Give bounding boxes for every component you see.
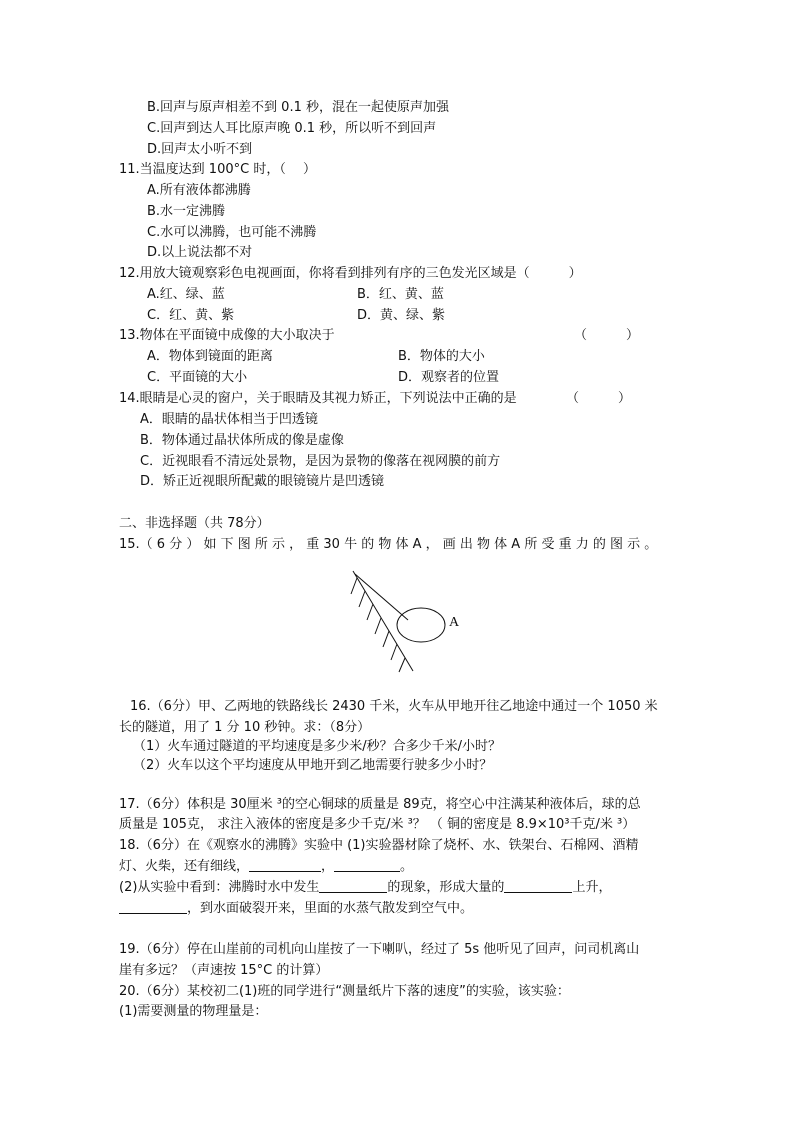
q20-line2: (1)需要测量的物理量是： bbox=[119, 1004, 268, 1019]
q11-option-c: C.水可以沸腾，也可能不沸腾 bbox=[147, 225, 317, 240]
q14-stem: 14.眼睛是心灵的窗户，关于眼睛及其视力矫正，下列说法中正确的是 bbox=[119, 391, 517, 406]
q10-option-c: C.回声到达人耳比原声晚 0.1 秒，所以听不到回声 bbox=[147, 121, 437, 136]
q11-option-a: A.所有液体都沸腾 bbox=[147, 183, 251, 198]
q15-label-a: A bbox=[449, 615, 460, 630]
q18-line1: 18.（6分）在《观察水的沸腾》实验中 (1)实验器材除了烧杯、水、铁架台、石棉网、酒精 bbox=[119, 838, 639, 853]
q11-option-b: B.水一定沸腾 bbox=[147, 204, 226, 219]
q18-blank-3[interactable] bbox=[319, 878, 387, 893]
q15-stem: 15.（ 6 分 ） 如 下 图 所 示 ， 重 30 牛 的 物 体 A ， 画 出 物 体 A 所 受 重 力 的 图 示 。 bbox=[119, 537, 658, 552]
q13-option-c: C．平面镜的大小 bbox=[147, 370, 248, 385]
q18-line3-end: 上升， bbox=[572, 880, 612, 895]
q12-option-c: C．红、黄、紫 bbox=[147, 308, 235, 323]
q18-blank-1[interactable] bbox=[249, 857, 321, 872]
q18-line2-text: 灯、火柴，还有细线， bbox=[119, 859, 250, 874]
q18-blank-4[interactable] bbox=[504, 878, 572, 893]
q18-blank-2[interactable] bbox=[334, 857, 400, 872]
q12-option-d: D．黄、绿、紫 bbox=[357, 308, 446, 323]
q20-line1: 20.（6分）某校初二(1)班的同学进行“测量纸片下落的速度”的实验，该实验： bbox=[119, 984, 570, 999]
q12-stem: 12.用放大镜观察彩色电视画面，你将看到排列有序的三色发光区域是（ ） bbox=[119, 266, 582, 281]
q13-option-a: A．物体到镜面的距离 bbox=[147, 349, 273, 364]
q14-option-a: A．眼睛的晶状体相当于凹透镜 bbox=[140, 412, 318, 427]
q10-option-d: D.回声太小听不到 bbox=[147, 142, 253, 157]
q11-stem: 11.当温度达到 100°C 时，（ ） bbox=[119, 162, 316, 177]
q19-line2: 崖有多远？（声速按 15°C 的计算） bbox=[119, 963, 329, 978]
q18-line4-text: ，到水面破裂开来，里面的水蒸气散发到空气中。 bbox=[187, 901, 474, 916]
q18-line3-text: (2)从实验中看到：沸腾时水中发生 bbox=[119, 880, 320, 895]
q10-option-b: B.回声与原声相差不到 0.1 秒，混在一起使原声加强 bbox=[147, 100, 449, 115]
section-heading: 二、非选择题（共 78分） bbox=[119, 516, 270, 531]
q14-option-c: C．近视眼看不清远处景物，是因为景物的像落在视网膜的前方 bbox=[140, 454, 501, 469]
q14-answer-paren: （ ） bbox=[566, 391, 632, 406]
q18-line2 bbox=[119, 857, 413, 877]
q12-option-b: B．红、黄、蓝 bbox=[357, 287, 444, 302]
q13-option-d: D．观察者的位置 bbox=[398, 370, 500, 385]
q18-comma: ， bbox=[321, 859, 335, 874]
q16-sub2: （2）火车以这个平均速度从甲地开到乙地需要行驶多少小时？ bbox=[133, 758, 493, 773]
q16-sub1: （1）火车通过隧道的平均速度是多少米/秒？合多少千米/小时？ bbox=[133, 739, 502, 754]
q18-line3-mid: 的现象，形成大量的 bbox=[387, 880, 505, 895]
q13-stem: 13.物体在平面镜中成像的大小取决于 bbox=[119, 328, 335, 343]
q17-line1: 17.（6分）体积是 30厘米 ³的空心铜球的质量是 89克，将空心中注满某种液体后，球的总 bbox=[119, 797, 641, 812]
q18-line4 bbox=[119, 899, 473, 919]
q16-line2: 长的隧道，用了 1 分 10 秒钟。求：（8分） bbox=[119, 720, 371, 735]
q11-option-d: D.以上说法都不对 bbox=[147, 245, 253, 260]
q14-option-b: B．物体通过晶状体所成的像是虚像 bbox=[140, 433, 344, 448]
q16-line1: 16.（6分）甲、乙两地的铁路线长 2430 千米，火车从甲地开往乙地途中通过一个 1050 米 bbox=[130, 699, 658, 714]
q17-line2: 质量是 105克， 求注入液体的密度是多少千克/米 ³？ （ 铜的密度是 8.9×10³千克/米 ³） bbox=[119, 817, 636, 832]
q19-line1: 19.（6分）停在山崖前的司机向山崖按了一下喇叭，经过了 5s 他听见了回声，问司机离山 bbox=[119, 942, 640, 957]
q13-option-b: B．物体的大小 bbox=[398, 349, 485, 364]
q18-line3 bbox=[119, 878, 611, 898]
q18-blank-5[interactable] bbox=[119, 899, 187, 914]
q13-answer-paren: （ ） bbox=[574, 328, 640, 343]
q12-option-a: A.红、绿、蓝 bbox=[147, 287, 225, 302]
q14-option-d: D．矫正近视眼所配戴的眼镜镜片是凹透镜 bbox=[140, 474, 385, 489]
q18-period: 。 bbox=[400, 859, 414, 874]
